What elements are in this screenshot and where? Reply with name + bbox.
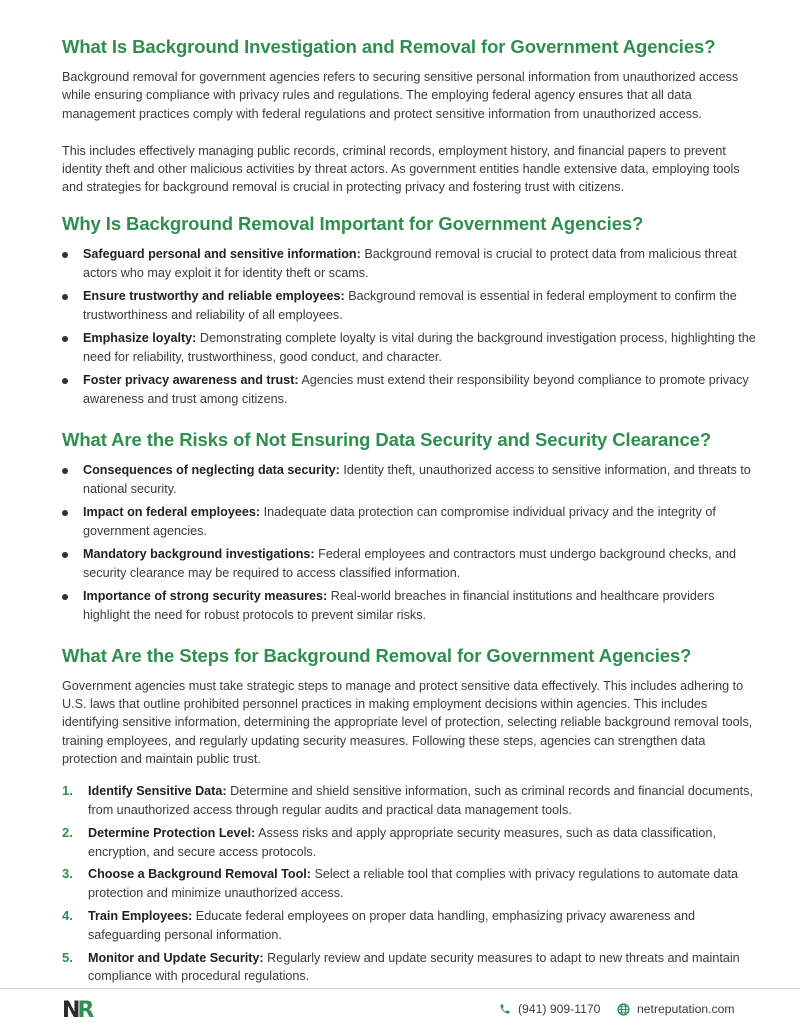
list-item-text: Identity theft, unauthorized access to sensitive information, and threats to national security.: [83, 462, 751, 496]
list-item: [62, 371, 762, 409]
phone-icon: [499, 1003, 511, 1015]
list-item: [62, 503, 762, 541]
list-item-text: Agencies must extend their responsibility beyond compliance to promote privacy awareness and trust among citizens.: [83, 372, 749, 406]
step-number: 1.: [62, 783, 73, 799]
importance-list: [62, 245, 762, 409]
list-item: [62, 545, 762, 583]
phone-number: (941) 909-1170: [518, 1002, 601, 1016]
logo-letter-r: R: [77, 998, 92, 1023]
bullet-dot-icon: [62, 378, 68, 384]
bullet-dot-icon: [62, 468, 68, 474]
list-item-title: Importance of strong security measures:: [83, 588, 328, 603]
document-body: [62, 34, 762, 990]
footer-phone[interactable]: [499, 1002, 600, 1016]
section-heading-why-important: Why Is Background Removal Important for Government Agencies?: [62, 212, 644, 234]
steps-list: [62, 782, 762, 986]
step-text: Educate federal employees on proper data handling, emphasizing privacy awareness and safeguarding personal information.: [88, 909, 695, 942]
step-number: 4.: [62, 908, 73, 924]
step-item: [62, 865, 762, 903]
step-text: Determine and shield sensitive information, such as criminal records and financial documents, from unauthorized access through regular audits and practical data management tools.: [88, 784, 753, 818]
list-item-text: Background removal is crucial to protect data from malicious threat actors who may exploit it for identity theft or scams.: [83, 246, 737, 280]
list-item-text: Real-world breaches in financial institutions and healthcare providers highlight the need for robust protocols to prevent similar risks.: [83, 588, 715, 622]
list-item: [62, 587, 762, 625]
bullet-dot-icon: [62, 552, 68, 558]
list-item: [62, 329, 762, 367]
list-item-title: Impact on federal employees:: [83, 504, 261, 519]
section-heading-steps: What Are the Steps for Background Removal for Government Agencies?: [62, 644, 692, 666]
step-text: Select a reliable tool that complies with privacy regulations to automate data protection and minimize unauthorized access.: [88, 867, 739, 901]
website-link: netreputation.com: [637, 1002, 735, 1016]
list-item-text: Background removal is essential in federal employment to confirm the trustworthiness and reliability of all employees.: [83, 288, 737, 322]
bullet-dot-icon: [62, 594, 68, 600]
list-item: [62, 461, 762, 499]
list-item-text: Demonstrating complete loyalty is vital during the background investigation process, highlighting the need for reliability, trustworthiness, good conduct, and character.: [83, 330, 756, 364]
step-number: 3.: [62, 866, 73, 882]
step-title: Train Employees:: [88, 909, 193, 924]
bullet-dot-icon: [62, 294, 68, 300]
footer-website[interactable]: [617, 1002, 735, 1016]
nr-logo: [62, 1000, 91, 1022]
step-item: [62, 907, 762, 945]
list-item-title: Consequences of neglecting data security:: [83, 462, 340, 477]
list-item-text: Inadequate data protection can compromise individual privacy and the integrity of government agencies.: [83, 504, 716, 538]
list-item-text: Federal employees and contractors must undergo background checks, and security clearance may be required to access classified information.: [83, 546, 737, 580]
step-item: [62, 949, 762, 987]
logo-letter-n: N: [62, 998, 78, 1023]
step-title: Determine Protection Level:: [88, 825, 256, 840]
step-title: Choose a Background Removal Tool:: [88, 867, 311, 882]
step-text: Regularly review and update security measures to adapt to new threats and maintain compliance with procedural regulations.: [88, 950, 740, 984]
section-heading-what-is: What Is Background Investigation and Removal for Government Agencies?: [62, 36, 716, 57]
step-title: Identify Sensitive Data:: [88, 784, 227, 799]
list-item-title: Emphasize loyalty:: [83, 330, 197, 345]
step-item: [62, 782, 762, 820]
list-item-title: Ensure trustworthy and reliable employees:: [83, 288, 345, 303]
list-item-title: Foster privacy awareness and trust:: [83, 372, 299, 387]
bullet-dot-icon: [62, 252, 68, 258]
list-item-title: Mandatory background investigations:: [83, 546, 315, 561]
paragraph-steps-intro: Government agencies must take strategic steps to manage and protect sensitive data effectively. This includes adhering to U.S. laws that outline prohibited personnel practices in making employment decisions within agencies. This includes identifying sensitive information, determining the appropriate level of protection, selecting reliable background removal tools, training employees, and regularly updating security measures. Following these steps, agencies can strengthen data protection and maintain public trust.: [62, 678, 753, 766]
risks-list: [62, 461, 762, 625]
step-number: 5.: [62, 949, 73, 965]
step-text: Assess risks and apply appropriate security measures, such as data classification, encryption, and secure access protocols.: [88, 825, 716, 859]
paragraph-definition: Background removal for government agencies refers to securing sensitive personal information from unauthorized access while ensuring compliance with privacy rules and regulations. The employing federal agency ensures that all data management practices comply with federal regulations and protect sensitive information from unauthorized access.: [62, 70, 739, 121]
step-title: Monitor and Update Security:: [88, 950, 264, 965]
bullet-dot-icon: [62, 510, 68, 516]
list-item: [62, 245, 762, 283]
globe-icon: [617, 1003, 630, 1016]
step-number: 2.: [62, 824, 73, 840]
list-item: [62, 287, 762, 325]
footer-divider: [0, 988, 800, 989]
list-item-title: Safeguard personal and sensitive information:: [83, 246, 361, 261]
section-heading-risks: What Are the Risks of Not Ensuring Data Security and Security Clearance?: [62, 428, 712, 450]
step-item: [62, 824, 762, 862]
bullet-dot-icon: [62, 336, 68, 342]
paragraph-scope: This includes effectively managing public records, criminal records, employment history, and financial papers to prevent identity theft and other malicious activities by threat actors. As government entities handle extensive data, employing tools and strategies for background removal is crucial in protecting privacy and fostering trust with citizens.: [62, 143, 740, 195]
